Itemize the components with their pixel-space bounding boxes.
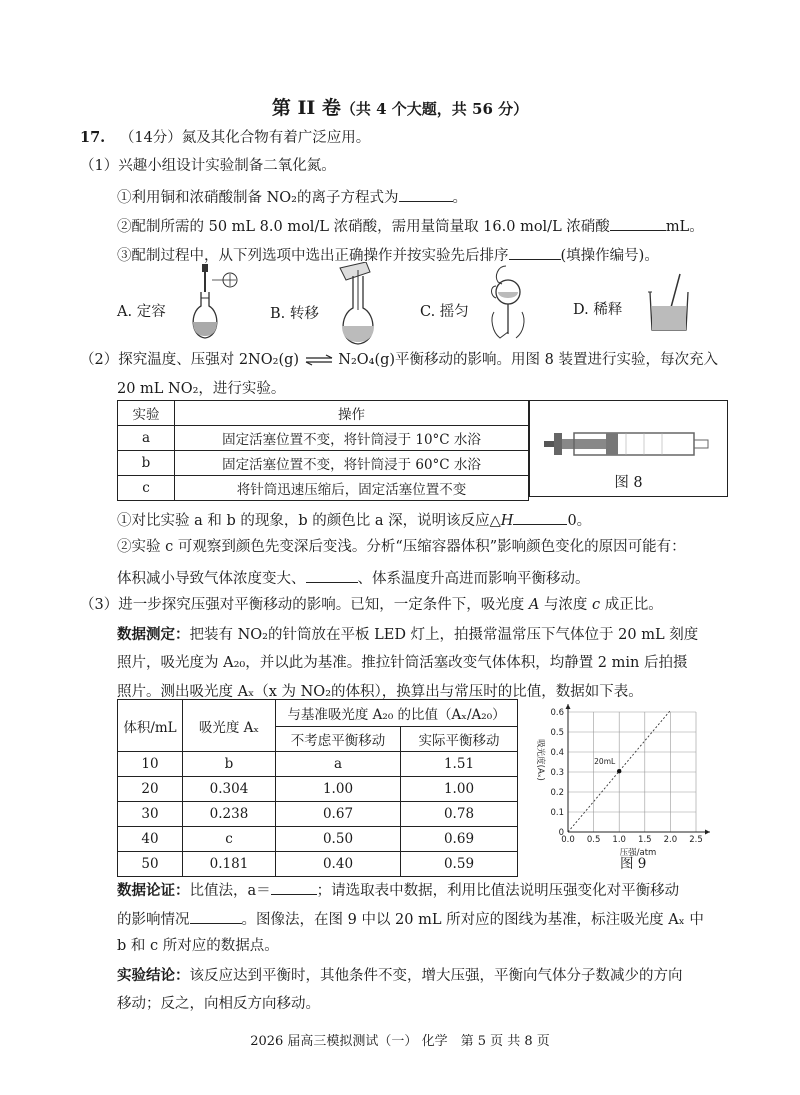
table-cell: 0.40	[276, 852, 401, 877]
part1-item3-text: ③配制过程中，从下列选项中选出正确操作并按实验先后排序	[117, 248, 509, 264]
y-tick-label: 0.5	[550, 728, 564, 738]
table-cell: a	[118, 426, 175, 451]
table-cell: b	[183, 752, 276, 777]
part2-heading-b: N₂O₄(g)平衡移动的影响。用图 8 装置进行实验，每次充入	[338, 352, 719, 368]
section-title-subtitle: （共 4 个大题，共 56 分）	[340, 100, 529, 118]
table-cell: 1.00	[276, 777, 401, 802]
table-header: 吸光度 Aₓ	[183, 700, 276, 752]
table-cell: 将针筒迅速压缩后，固定活塞位置不变	[175, 476, 529, 501]
answer-blank[interactable]	[399, 187, 453, 202]
part2-heading-a: （2）探究温度、压强对 2NO₂(g)	[80, 352, 300, 368]
y-tick-label: 0.4	[550, 748, 564, 758]
table-cell: 0.67	[276, 802, 401, 827]
section-title	[0, 93, 800, 120]
y-tick-label: 0.2	[550, 788, 564, 798]
figure-9-caption: 图 9	[620, 856, 647, 872]
answer-blank[interactable]	[306, 568, 358, 583]
table-cell: 1.00	[401, 777, 518, 802]
data-measure-line2: 照片，吸光度为 A₂₀，并以此为基准。推拉针筒活塞改变气体体积，均静置 2 min 后拍摄	[117, 655, 688, 671]
part2-item1-b: 0。	[567, 513, 592, 529]
part3-heading-b: 与浓度	[543, 597, 588, 613]
table-cell: 0.59	[401, 852, 518, 877]
question-17-intro	[80, 129, 370, 147]
table-row	[118, 426, 529, 451]
chart-ylabel: 吸光度(Aₓ)	[535, 739, 545, 781]
part3-heading-c: c	[592, 597, 601, 613]
part1-heading: （1）兴趣小组设计实验制备二氧化氮。	[80, 158, 336, 174]
table-row	[118, 802, 518, 827]
table-cell: 10	[118, 752, 183, 777]
argument-text-c: 的影响情况	[117, 912, 190, 928]
beaker-stirring-icon	[646, 272, 694, 334]
volumetric-flask-dropper-icon	[184, 262, 240, 342]
option-d-label: D. 稀释	[573, 302, 623, 318]
table-header: 不考虑平衡移动	[276, 727, 401, 752]
argument-line3: b 和 c 所对应的数据点。	[117, 938, 279, 954]
part1-item2-end: mL。	[665, 219, 704, 235]
part2-item2: ②实验 c 可观察到颜色先变深后变浅。分析“压缩容器体积”影响颜色变化的原因可能有：	[117, 539, 686, 555]
table-cell: 固定活塞位置不变，将针筒浸于 60°C 水浴	[175, 451, 529, 476]
part2-item2-b: 体积减小导致气体浓度变大、	[117, 571, 306, 587]
option-c-label: C. 摇匀	[420, 304, 469, 320]
table-header: 实验	[118, 401, 175, 426]
option-a-label: A. 定容	[117, 304, 166, 320]
syringe-icon	[544, 429, 716, 459]
table-cell: c	[118, 476, 175, 501]
data-measure-label: 数据测定：	[117, 626, 190, 643]
answer-blank[interactable]	[190, 909, 242, 924]
part1-item1-text: ①利用铜和浓硝酸制备 NO₂的离子方程式为	[117, 190, 399, 206]
table-row	[118, 777, 518, 802]
table-cell: 50	[118, 852, 183, 877]
table-cell: 0.50	[276, 827, 401, 852]
y-tick-label: 0.3	[550, 768, 564, 778]
chart-grid	[568, 712, 696, 832]
y-tick-label: 0	[558, 828, 564, 838]
x-tick-label: 0.5	[586, 835, 601, 845]
answer-blank[interactable]	[509, 245, 561, 260]
conclusion-text: 该反应达到平衡时，其他条件不变，增大压强，平衡向气体分子数减少的方向	[189, 968, 683, 984]
x-tick-label: 1.5	[638, 835, 652, 845]
data-point	[617, 769, 621, 773]
part2-item1-h: H	[500, 513, 514, 529]
part2-item2-cont	[117, 568, 590, 588]
y-tick-label: 0.6	[550, 708, 564, 718]
table-row	[118, 752, 518, 777]
argument-line1	[117, 880, 679, 900]
table-header: 操作	[175, 401, 529, 426]
part3-heading-A: A	[528, 597, 540, 613]
table-cell: 30	[118, 802, 183, 827]
part2-item1	[117, 510, 591, 530]
question-intro-text: （14分）氮及其化合物有着广泛应用。	[119, 130, 371, 146]
y-tick-label: 0.1	[550, 808, 564, 818]
table-row	[118, 852, 518, 877]
table-header: 体积/mL	[118, 700, 183, 752]
x-tick-label: 0.0	[561, 835, 575, 845]
part1-item1	[117, 187, 467, 207]
answer-blank[interactable]	[271, 880, 317, 895]
data-measure-line1	[117, 626, 698, 644]
x-tick-label: 2.0	[663, 835, 678, 845]
question-number: 17.	[80, 129, 106, 146]
table-cell: 固定活塞位置不变，将针筒浸于 10°C 水浴	[175, 426, 529, 451]
data-measure-text: 把装有 NO₂的针筒放在平板 LED 灯上，拍摄常温常压下气体位于 20 mL 刻度	[189, 627, 699, 643]
argument-text-a: 比值法，a＝	[189, 883, 271, 899]
table-row	[118, 451, 529, 476]
figure-9-chart	[528, 700, 740, 870]
y-axis-arrow	[566, 704, 571, 709]
table-cell: 0.238	[183, 802, 276, 827]
table-cell: 20	[118, 777, 183, 802]
table-cell: c	[183, 827, 276, 852]
table-cell: 0.181	[183, 852, 276, 877]
part1-item1-end: 。	[452, 190, 467, 206]
table-cell: b	[118, 451, 175, 476]
table-cell: 0.78	[401, 802, 518, 827]
table-cell: 40	[118, 827, 183, 852]
part2-item2-c: 、体系温度升高进而影响平衡移动。	[357, 571, 590, 587]
part1-item2-text: ②配制所需的 50 mL 8.0 mol/L 浓硝酸，需用量筒量取 16.0 mol/L 浓硝酸	[117, 219, 610, 235]
conclusion-line1	[117, 967, 683, 985]
part1-item3-end: (填操作编号)。	[560, 248, 659, 264]
table-row	[118, 476, 529, 501]
table-cell: 1.51	[401, 752, 518, 777]
part3-heading	[80, 597, 663, 614]
flask-transfer-icon	[336, 262, 380, 346]
equilibrium-arrow-icon	[304, 354, 334, 366]
answer-blank[interactable]	[610, 216, 666, 231]
table-cell: 0.304	[183, 777, 276, 802]
part2-item1-a: ①对比实验 a 和 b 的现象，b 的颜色比 a 深，说明该反应△	[117, 513, 501, 529]
argument-label: 数据论证：	[117, 882, 190, 899]
argument-text-d: 。图像法，在图 9 中以 20 mL 所对应的图线为基准，标注吸光度 Aₓ 中	[241, 912, 704, 928]
figure-8-box	[529, 400, 728, 497]
part3-heading-a: （3）进一步探究压强对平衡移动的影响。已知，一定条件下，吸光度	[80, 597, 525, 613]
table-header: 实际平衡移动	[401, 727, 518, 752]
conclusion-line2: 移动；反之，向相反方向移动。	[117, 996, 320, 1012]
chart-axes	[550, 704, 710, 845]
option-b-label: B. 转移	[270, 306, 319, 322]
part3-heading-d: 成正比。	[604, 597, 663, 613]
x-tick-label: 1.0	[612, 835, 626, 845]
chart-xlabel: 压强/atm	[619, 848, 657, 858]
data-point-label: 20mL	[594, 757, 616, 767]
argument-text-b: ；请选取表中数据，利用比值法说明压强变化对平衡移动	[316, 883, 680, 899]
argument-line2	[117, 909, 704, 929]
figure-8-caption: 图 8	[614, 475, 643, 491]
table-cell: a	[276, 752, 401, 777]
experiment-table	[117, 400, 529, 501]
section-title-main: 第 II 卷	[271, 97, 341, 119]
hands-inverting-flask-icon	[486, 262, 532, 342]
table-row	[118, 827, 518, 852]
part2-heading2: 20 mL NO₂，进行实验。	[117, 381, 286, 397]
table-cell: 0.69	[401, 827, 518, 852]
page-footer: 2026 届高三模拟测试（一） 化学 第 5 页 共 8 页	[250, 1034, 550, 1049]
answer-blank[interactable]	[513, 510, 567, 525]
x-axis-arrow	[705, 830, 710, 835]
part1-item2	[117, 216, 704, 236]
absorbance-table	[117, 699, 518, 877]
x-tick-label: 2.5	[689, 835, 703, 845]
data-measure-line3: 照片。测出吸光度 Aₓ（x 为 NO₂的体积），换算出与常压时的比值，数据如下表。	[117, 684, 643, 700]
conclusion-label: 实验结论：	[117, 967, 190, 984]
table-header: 与基准吸光度 A₂₀ 的比值（Aₓ/A₂₀）	[276, 700, 518, 727]
part2-heading	[80, 352, 718, 369]
